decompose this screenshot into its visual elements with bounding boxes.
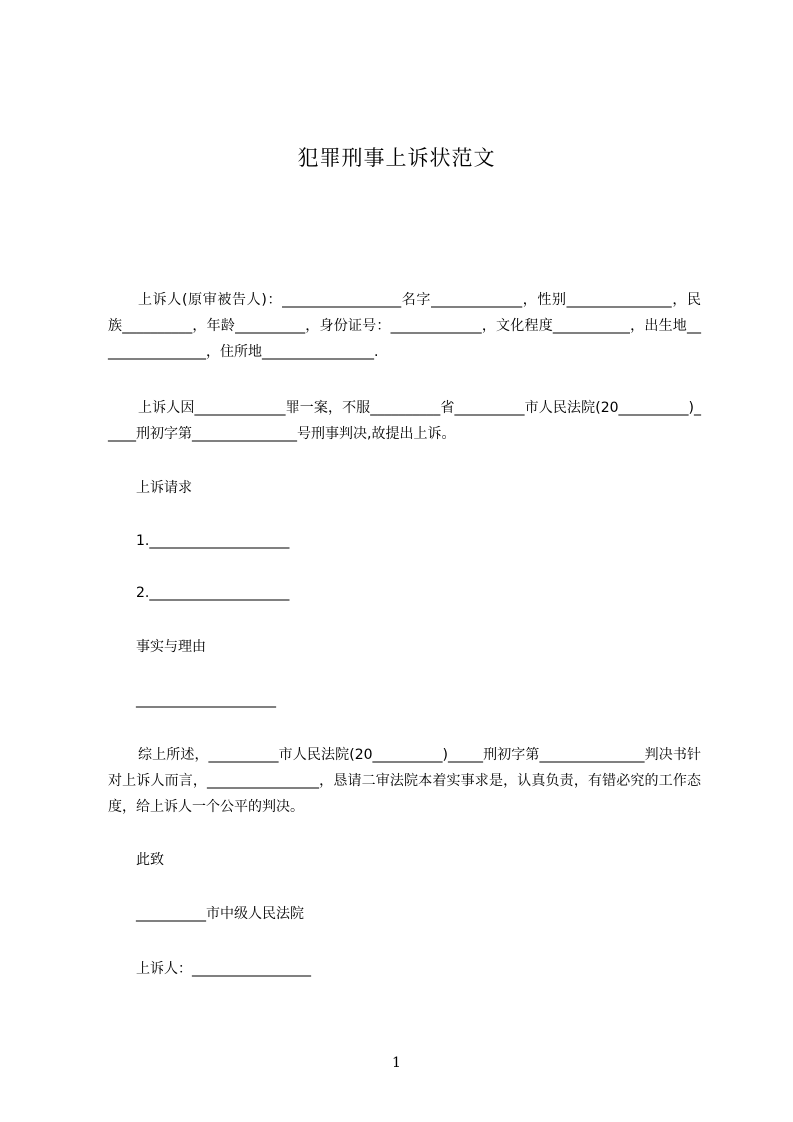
facts-blank: ____________________ [136,692,276,708]
court-line: __________市中级人民法院 [136,906,304,922]
appeal-reason-paragraph: 上诉人因_____________罪一案，不服__________省__________市人民法院(20__________)_____刑初字第_______________号刑事判决,故提出上诉。 [108,400,701,442]
document-title: 犯罪刑事上诉状范文 [297,146,496,170]
salutation: 此致 [136,852,164,868]
facts-heading: 事实与理由 [136,639,206,655]
summary-paragraph: 综上所述，__________市人民法院(20__________)_____刑初字第_______________判决书针对上诉人而言，________________，恳请二审法院本着实事求是，认真负责，有错必究的工作态度，给上诉人一个公平的判决。 [108,747,701,815]
appellant-info-paragraph: 上诉人(原审被告人)：_________________名字_____________，性别_______________，民族__________，年龄__________，身份证号：_____________，文化程度___________，出生地________________，住所地________________. [108,292,701,360]
request-item-1: 1.____________________ [136,533,290,549]
page-number: 1 [392,1055,401,1071]
signature-line: 上诉人：_________________ [136,961,311,977]
request-item-2: 2.____________________ [136,585,290,601]
requests-heading: 上诉请求 [136,480,192,496]
